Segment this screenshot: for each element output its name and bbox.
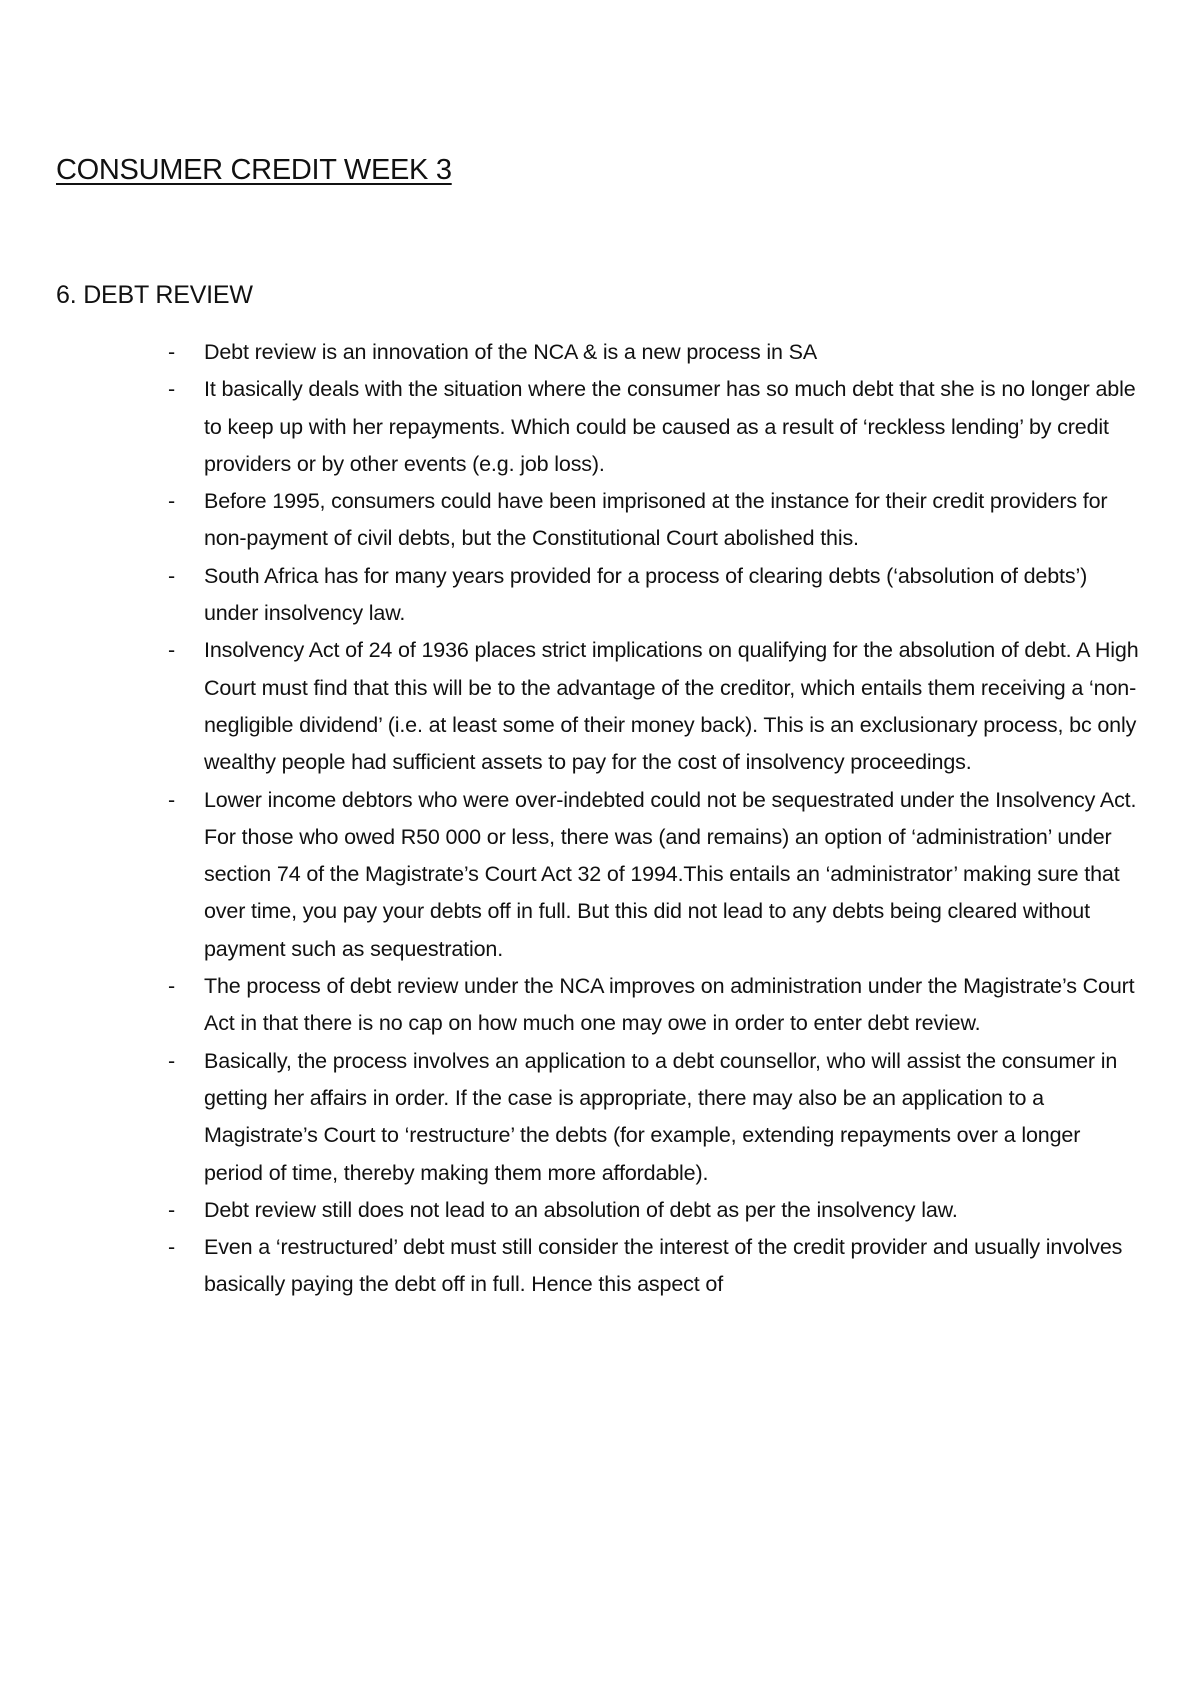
- list-item-text: Even a ‘restructured’ debt must still consider the interest of the credit provider and usually involves basically paying the debt off in full. Hence this aspect of: [204, 1235, 1123, 1297]
- list-item: [0, 1229, 1200, 1304]
- list-item: [0, 782, 1200, 968]
- bullet-dash: -: [168, 1197, 176, 1222]
- list-item: [0, 483, 1200, 558]
- list-item: [0, 1192, 1200, 1229]
- bullet-dash: -: [168, 340, 176, 364]
- list-item: [0, 968, 1200, 1043]
- list-item: [0, 371, 1200, 483]
- list-item-text: Basically, the process involves an application to a debt counsellor, who will assist the consumer in getting her affairs in order. If the case is appropriate, there may also be an application to a Magistrate’s Court to ‘restructure’ the debts (for example, extending repayments over a longer period of time, thereby making them more affordable).: [204, 1048, 1118, 1185]
- bullet-dash: -: [168, 638, 176, 663]
- list-item-text: Insolvency Act of 24 of 1936 places strict implications on qualifying for the absolution of debt. A High Court must find that this will be to the advantage of the creditor, which entails them receiving a ‘non-negligible dividend’ (i.e. at least some of their money back). This is an exclusionary process, bc only wealthy people had sufficient assets to pay for the cost of insolvency proceedings.: [204, 638, 1139, 775]
- bullet-dash: -: [168, 787, 176, 812]
- list-item: [0, 632, 1200, 781]
- list-item-text: Debt review is an innovation of the NCA & is a new process in SA: [204, 340, 818, 364]
- list-item-text: Lower income debtors who were over-indebted could not be sequestrated under the Insolvency Act. For those who owed R50 000 or less, there was (and remains) an option of ‘administration’ under section 74 of the Magistrate’s Court Act 32 of 1994.This entails an ‘administrator’ making sure that over time, you pay your debts off in full. But this did not lead to any debts being cleared without payment such as sequestration.: [204, 787, 1137, 961]
- bullet-dash: -: [168, 1235, 176, 1260]
- list-item-text: Debt review still does not lead to an absolution of debt as per the insolvency law.: [204, 1197, 958, 1222]
- bullet-dash: -: [168, 563, 176, 588]
- bullet-dash: -: [168, 377, 176, 402]
- list-item-text: Before 1995, consumers could have been imprisoned at the instance for their credit providers for non-payment of civil debts, but the Constitutional Court abolished this.: [204, 489, 1108, 551]
- document-title: CONSUMER CREDIT WEEK 3: [56, 154, 452, 186]
- list-item-text: South Africa has for many years provided for a process of clearing debts (‘absolution of debts’) under insolvency law.: [204, 563, 1088, 626]
- list-item: [0, 558, 1200, 633]
- bullet-dash: -: [168, 974, 176, 999]
- bullet-dash: -: [168, 1048, 176, 1073]
- bullet-list: [0, 334, 1200, 1304]
- bullet-dash: -: [168, 489, 176, 514]
- section-heading: 6. DEBT REVIEW: [56, 281, 253, 309]
- list-item-text: The process of debt review under the NCA improves on administration under the Magistrate’s Court Act in that there is no cap on how much one may owe in order to enter debt review.: [204, 974, 1135, 1036]
- list-item: [0, 1043, 1200, 1192]
- list-item: [0, 334, 1200, 371]
- list-item-text: It basically deals with the situation where the consumer has so much debt that she is no longer able to keep up with her repayments. Which could be caused as a result of ‘reckless lending’ by credit providers or by other events (e.g. job loss).: [204, 377, 1136, 476]
